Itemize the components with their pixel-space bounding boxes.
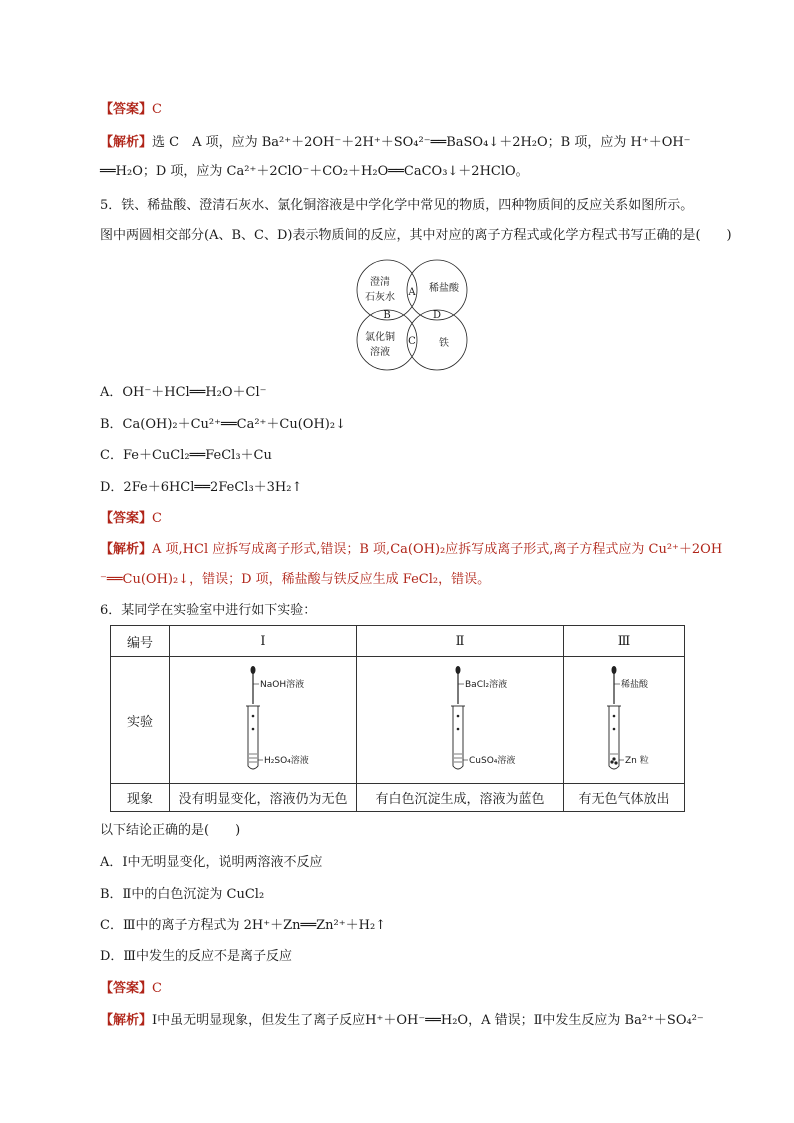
q6-answer-line bbox=[100, 980, 162, 998]
analysis-label: 【解析】 bbox=[100, 135, 153, 150]
q4-analysis-line-2: ══H₂O；D 项，应为 Ca²⁺＋2ClO⁻＋CO₂＋H₂O══CaCO₃↓＋2HClO。 bbox=[100, 164, 529, 179]
q6-analysis-text-1: Ⅰ中虽无明显现象，但发生了离子反应H⁺＋OH⁻══H₂O，A 错误；Ⅱ中发生反应为 Ba²⁺＋SO₄²⁻ bbox=[152, 1013, 704, 1028]
tube-cell-ii bbox=[357, 657, 564, 784]
q6-option-d: D．Ⅲ中发生的反应不是离子反应 bbox=[100, 949, 292, 964]
q6-option-b: B．Ⅱ中的白色沉淀为 CuCl₂ bbox=[100, 887, 265, 902]
tube-i-bottom-label: H₂SO₄溶液 bbox=[264, 756, 309, 766]
venn-label-a: A bbox=[408, 287, 416, 298]
venn-label-c1-2: 石灰水 bbox=[365, 292, 395, 303]
table-header-row bbox=[111, 626, 685, 657]
q5-analysis-line-2: ⁻══Cu(OH)₂↓，错误；D 项，稀盐酸与铁反应生成 FeCl₂，错误。 bbox=[100, 572, 491, 587]
tube-i-top-label: NaOH溶液 bbox=[260, 680, 305, 690]
q6-question: 以下结论正确的是( ) bbox=[100, 823, 241, 838]
header-cell-iii: Ⅲ bbox=[564, 626, 685, 657]
q4-answer-line bbox=[100, 101, 162, 119]
phenomenon-row-label: 现象 bbox=[111, 784, 170, 812]
q5-analysis-text-1: A 项,HCl 应拆写成离子形式,错误；B 项,Ca(OH)₂应拆写成离子形式,离子方程式应为 Cu²⁺＋2OH bbox=[152, 542, 723, 557]
tube-iii-top-label: 稀盐酸 bbox=[621, 680, 649, 690]
table-experiment-row bbox=[111, 657, 685, 784]
q5-option-b: B．Ca(OH)₂＋Cu²⁺══Ca²⁺＋Cu(OH)₂↓ bbox=[100, 417, 346, 432]
q5-option-d: D．2Fe＋6HCl══2FeCl₃＋3H₂↑ bbox=[100, 480, 303, 495]
q5-option-c: C．Fe＋CuCl₂══FeCl₃＋Cu bbox=[100, 448, 272, 463]
venn-label-b: B bbox=[383, 310, 391, 321]
answer-label: 【答案】 bbox=[100, 102, 153, 117]
q5-analysis-line-1 bbox=[100, 541, 722, 559]
venn-label-d: D bbox=[432, 310, 442, 321]
tube-iii-bottom-label: Zn 粒 bbox=[625, 756, 649, 766]
tube-ii-top-label: BaCl₂溶液 bbox=[465, 680, 508, 690]
q5-option-a: A．OH⁻＋HCl══H₂O＋Cl⁻ bbox=[100, 385, 267, 400]
q6-analysis-line-1 bbox=[100, 1012, 704, 1030]
q6-option-c: C．Ⅲ中的离子方程式为 2H⁺＋Zn══Zn²⁺＋H₂↑ bbox=[100, 918, 387, 933]
test-tube-ii bbox=[400, 658, 520, 778]
venn-diagram bbox=[352, 256, 472, 372]
tube-cell-iii bbox=[564, 657, 685, 784]
experiment-row-label: 实验 bbox=[111, 657, 170, 784]
q6-stem: 6．某同学在实验室中进行如下实验： bbox=[100, 603, 317, 618]
header-cell-number: 编号 bbox=[111, 626, 170, 657]
q6-option-a: A．Ⅰ中无明显变化，说明两溶液不反应 bbox=[100, 855, 323, 870]
analysis-label: 【解析】 bbox=[100, 542, 153, 557]
phenomenon-i: 没有明显变化，溶液仍为无色 bbox=[170, 784, 357, 812]
phenomenon-iii: 有无色气体放出 bbox=[564, 784, 685, 812]
answer-label: 【答案】 bbox=[100, 511, 153, 526]
test-tube-iii bbox=[574, 658, 674, 778]
venn-label-c3-2: 溶液 bbox=[370, 347, 390, 358]
q4-analysis-line-1 bbox=[100, 134, 691, 152]
q5-answer-line bbox=[100, 510, 162, 528]
phenomenon-ii: 有白色沉淀生成，溶液为蓝色 bbox=[357, 784, 564, 812]
q5-stem-line-2: 图中两圆相交部分(A、B、C、D)表示物质间的反应，其中对应的离子方程式或化学方程式书写正确的是( ) bbox=[100, 228, 732, 243]
venn-label-c1-1: 澄清 bbox=[370, 277, 390, 288]
q4-answer-value: C bbox=[152, 102, 162, 117]
venn-label-c2: 稀盐酸 bbox=[429, 283, 459, 294]
tube-ii-bottom-label: CuSO₄溶液 bbox=[469, 756, 516, 766]
header-cell-ii: Ⅱ bbox=[357, 626, 564, 657]
venn-label-c4: 铁 bbox=[439, 338, 449, 349]
venn-label-c3-1: 氯化铜 bbox=[365, 332, 395, 343]
table-phenomenon-row bbox=[111, 784, 685, 812]
header-cell-i: Ⅰ bbox=[170, 626, 357, 657]
experiment-table bbox=[110, 625, 685, 812]
test-tube-i bbox=[203, 658, 323, 778]
venn-label-c: C bbox=[408, 336, 416, 347]
q4-analysis-text-1: 选 C A 项，应为 Ba²⁺＋2OH⁻＋2H⁺＋SO₄²⁻══BaSO₄↓＋2H₂O；B 项，应为 H⁺＋OH⁻ bbox=[152, 135, 691, 150]
q5-stem-line-1: 5．铁、稀盐酸、澄清石灰水、氯化铜溶液是中学化学中常见的物质，四种物质间的反应关系如图所示。 bbox=[100, 198, 694, 213]
q5-answer-value: C bbox=[152, 511, 162, 526]
q6-answer-value: C bbox=[152, 981, 162, 996]
tube-cell-i bbox=[170, 657, 357, 784]
analysis-label: 【解析】 bbox=[100, 1013, 153, 1028]
answer-label: 【答案】 bbox=[100, 981, 153, 996]
